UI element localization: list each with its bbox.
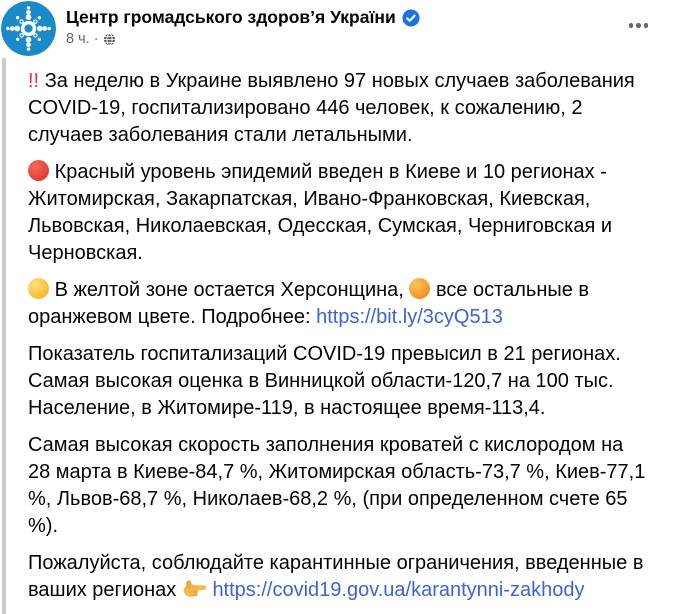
paragraph-text: В желтой зоне остается Херсонщина, xyxy=(54,279,404,301)
double-exclamation-icon: !! xyxy=(28,70,40,92)
ellipsis-icon xyxy=(636,23,641,28)
page-name-link[interactable]: Центр громадського здоров’я України xyxy=(66,7,396,27)
more-options-button[interactable] xyxy=(623,13,655,38)
paragraph-text: За неделю в Украине выявлено 97 новых случаев заболевания COVID-19, госпитализировано 446 человек, к сожалению, 2 случаев заболевания стали летальными. xyxy=(28,70,635,146)
meta-separator: · xyxy=(93,31,99,47)
red-circle-icon xyxy=(28,160,49,181)
paragraph-yellow-orange-zones xyxy=(28,277,648,331)
post-header xyxy=(0,0,674,56)
verified-badge-icon xyxy=(402,9,420,27)
paragraph-text: Пожалуйста, соблюдайте карантинные ограничения, введенные в ваших регионах xyxy=(28,552,644,601)
page-avatar[interactable] xyxy=(1,1,56,56)
phc-ukraine-logo-icon xyxy=(1,1,56,56)
paragraph-hospitalization-rate xyxy=(28,341,648,422)
pointing-right-icon xyxy=(182,578,207,599)
header-text xyxy=(66,1,623,47)
bitly-link[interactable]: https://bit.ly/3cyQ513 xyxy=(316,306,503,328)
paragraph-text: Самая высокая скорость заполнения кроватей с кислородом на 28 марта в Киеве-84,7 %, Житомирская область-73,7 %, Киев-77,1 %, Львов-68,7 %, Николаев-68,2 %, (при определенном счете 65 %). xyxy=(28,434,646,537)
ellipsis-icon xyxy=(629,23,634,28)
orange-circle-icon xyxy=(409,278,430,299)
vertical-divider xyxy=(2,58,6,614)
paragraph-quarantine-callout xyxy=(28,550,648,604)
covid19-gov-ua-link[interactable]: https://covid19.gov.ua/karantynni-zakhody xyxy=(212,579,585,601)
yellow-circle-icon xyxy=(28,278,49,299)
post-meta xyxy=(66,31,623,47)
paragraph-red-level xyxy=(28,159,648,267)
paragraph-weekly-stats xyxy=(28,68,648,149)
paragraph-text: все остальные в оранжевом цвете. Подробнее: xyxy=(28,279,590,328)
globe-icon xyxy=(103,33,116,46)
paragraph-oxygen-beds xyxy=(28,432,648,540)
paragraph-text: Показатель госпитализаций COVID-19 превысил в 21 регионах. Самая высокая оценка в Винницкой области-120,7 на 100 тыс. Население, в Житомире-119, в настоящее время-113,4. xyxy=(28,343,621,419)
paragraph-text: Красный уровень эпидемий введен в Киеве и 10 регионах - Житомирская, Закарпатская, Ивано-Франковская, Киевская, Львовская, Николаевская, Одесская, Сумская, Черниговская и Черновская. xyxy=(28,161,613,264)
post-body xyxy=(0,56,674,604)
ellipsis-icon xyxy=(644,23,649,28)
post-timestamp[interactable]: 8 ч. xyxy=(66,31,90,47)
